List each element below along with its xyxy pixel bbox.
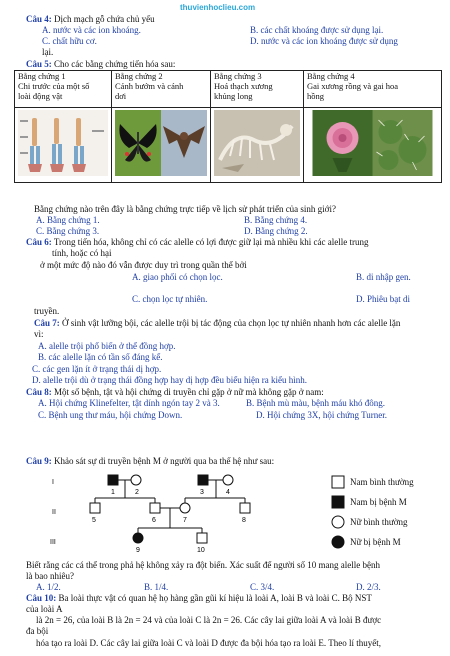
q7-line2: vì: [34,329,44,339]
q6-stem [26,237,368,248]
q4-option-b: B. các chất khoáng được sử dụng lại. [250,25,384,35]
generation-III-label: III [50,539,56,546]
individual-8 [240,503,250,513]
q9-option-d: D. 2/3. [356,582,381,592]
q6-option-d-cont: truyền. [34,306,60,316]
q7-line1: Ở sinh vật lưỡng bội, các alelle trội bị tác động của chọn lọc tự nhiên nhanh hơn các alelle lặn [62,318,401,328]
legend-female-affected-icon [332,536,344,548]
q8-text: Một số bệnh, tật và hội chứng di truyền chỉ gặp ở nữ mà không gặp ở nam: [54,387,324,397]
q5-label: Câu 5: [26,59,52,69]
evidence-3-header: Bằng chứng 3 Hoá thạch xương khủng long [211,71,304,108]
q9-label: Câu 9: [26,456,52,466]
id-1: 1 [111,489,115,496]
butterfly-bat-image [112,108,211,183]
evidence-1-header: Bằng chứng 1 Chi trước của một số loài động vật [15,71,112,108]
q4-option-d-cont: lại. [42,47,54,57]
q8-option-c: C. Bệnh ung thư máu, hội chứng Down. [38,410,183,420]
evidence-4-header: Bằng chứng 4 Gai xương rồng và gai hoa hồng [304,71,442,108]
q8-option-d: D. Hội chứng 3X, hội chứng Turner. [256,410,388,420]
q9-question-1: Biết rằng các cá thể trong phả hệ không xảy ra đột biến. Xác suất để người số 10 mang alelle bệnh [26,560,381,570]
q6-label: Câu 6: [26,237,52,247]
individual-7 [180,503,190,513]
id-4: 4 [226,489,230,496]
dinosaur-fossil-image [211,108,304,183]
q6-line2: tính, hoặc có hại [52,248,112,258]
q10-line1: Ba loài thực vật có quan hệ họ hàng gần gũi kí hiệu là loài A, loài B và loài C. Bộ NST [58,593,372,603]
individual-10 [197,533,207,543]
q4-label: Câu 4: [26,14,52,24]
legend-male-affected: Nam bị bệnh M [350,497,407,507]
pedigree-chart [40,470,280,556]
id-3: 3 [200,489,204,496]
q4-text: Dịch mạch gỗ chứa chủ yếu [54,14,155,24]
evidence-table [14,70,442,183]
q9-question-2: là bao nhiêu? [26,571,74,581]
q7-stem [34,318,400,329]
q7-label: Câu 7: [34,318,60,328]
q7-option-c: C. các gen lặn ít ở trạng thái dị hợp. [32,364,162,374]
pedigree-legend-symbols [330,474,346,556]
id-6: 6 [152,517,156,524]
q9-option-a: A. 1/2. [36,582,61,592]
watermark: thuvienhoclieu.com [180,3,256,12]
q8-stem [26,387,324,398]
generation-II-label: II [52,509,56,516]
q6-line1: Trong tiến hóa, không chỉ có các alelle có lợi được giữ lại mà nhiều khi các alelle trung [53,237,369,247]
individual-1 [108,475,118,485]
q5-option-b: B. Bằng chứng 4. [244,215,308,225]
q5-text: Cho các bằng chứng tiến hóa sau: [54,59,176,69]
q6-line3: ở một mức độ nào đó vẫn được duy trì trong quần thể bởi [40,260,247,270]
q4-option-a: A. nước và các ion khoáng. [42,25,141,35]
id-5: 5 [92,517,96,524]
evidence-2-header: Bằng chứng 2 Cánh bướm và cánh dơi [112,71,211,108]
individual-3 [198,475,208,485]
q4-option-c: C. chất hữu cơ. [42,36,97,46]
q6-option-b: B. di nhập gen. [356,272,411,282]
individual-9 [133,533,143,543]
legend-female-normal-icon [332,516,344,528]
q7-option-a: A. alelle trội phổ biến ở thể đồng hợp. [38,341,176,351]
q5-option-c: C. Bằng chứng 3. [36,226,100,236]
q10-line4: đa bội [26,626,49,636]
id-8: 8 [242,517,246,524]
legend-female-affected: Nữ bị bệnh M [350,537,401,547]
q9-option-b: B. 1/4. [144,582,169,592]
q9-option-c: C. 3/4. [250,582,275,592]
q6-option-d: D. Phiêu bạt di [356,294,410,304]
q10-label: Câu 10: [26,593,57,603]
individual-2 [131,475,141,485]
q7-option-b: B. các alelle lặn có tần số đáng kể. [38,352,163,362]
cactus-rose-image [304,108,442,183]
id-9: 9 [136,547,140,554]
legend-female-normal: Nữ bình thường [350,517,408,527]
q4-option-d: D. nước và các ion khoáng được sử dụng [250,36,398,46]
q8-label: Câu 8: [26,387,52,397]
id-7: 7 [183,517,187,524]
legend-male-normal-icon [332,476,344,488]
individual-4 [223,475,233,485]
q5-option-a: A. Bằng chứng 1. [36,215,100,225]
q6-option-a: A. giao phối có chọn lọc. [132,272,223,282]
q9-stem [26,456,274,467]
generation-I-label: I [52,479,54,486]
q5-question: Bằng chứng nào trên đây là bằng chứng trực tiếp về lịch sử phát triển của sinh giới? [34,204,336,214]
legend-male-affected-icon [332,496,344,508]
individual-5 [90,503,100,513]
legend-male-normal: Nam bình thường [350,477,414,487]
q7-option-d: D. alelle trội dù ở trạng thái đồng hợp hay dị hợp đều biểu hiện ra kiểu hình. [32,375,307,385]
individual-6 [150,503,160,513]
q5-option-d: D. Bằng chứng 2. [244,226,308,236]
q10-line3: là 2n = 26, của loài B là 2n = 24 và của loài C là 2n = 26. Các cây lai giữa loài A và loài B được [36,615,382,625]
q9-text: Khảo sát sự di truyền bệnh M ở người qua ba thế hệ như sau: [54,456,275,466]
q10-line2: của loài A [26,604,63,614]
q4-stem [26,14,155,25]
q8-option-b: B. Bệnh mù màu, bệnh máu khó đông. [246,398,385,408]
q5-stem [26,59,175,70]
q6-option-c: C. chọn lọc tự nhiên. [132,294,208,304]
id-2: 2 [135,489,139,496]
q10-line5: hóa tạo ra loài D. Các cây lai giữa loài C và loài D được đa bội hóa tạo ra loài E. Theo lí thuyết, [36,638,381,648]
q8-option-a: A. Hội chứng Klinefelter, tật dính ngón tay 2 và 3. [38,398,220,408]
id-10: 10 [197,547,205,554]
q10-stem [26,593,372,604]
forelimb-image [15,108,112,183]
